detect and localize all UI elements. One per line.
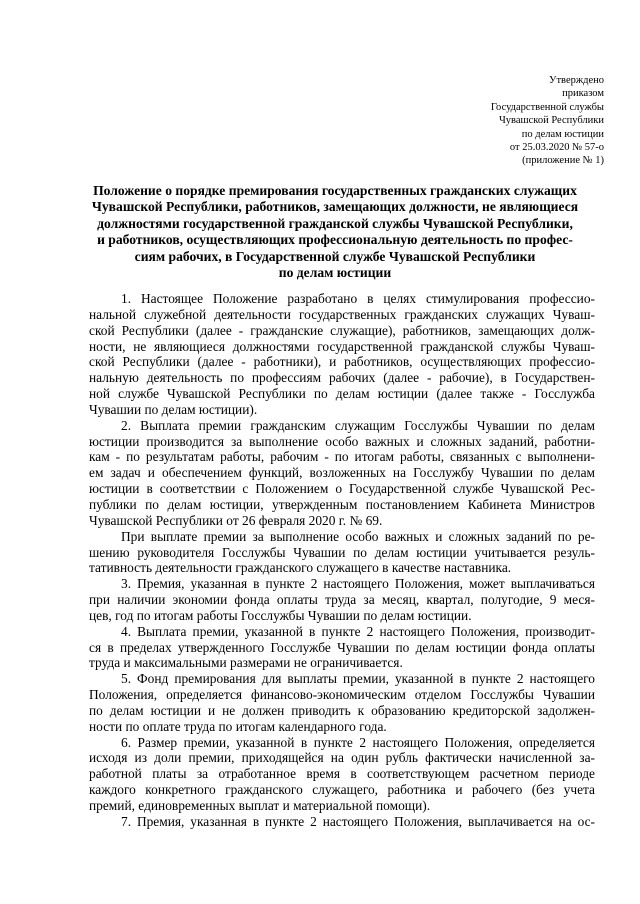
paragraph-line: 5. Фонд премирования для выплаты премии, указанной в пункте 2 настоящего <box>121 671 595 687</box>
paragraph-7 <box>89 814 595 830</box>
paragraph-line: ся в пределах утвержденного Госслужбе Чувашии по делам юстиции фонда оплаты <box>89 639 595 655</box>
paragraph-line: нальную деятельность по профессиям рабочих (далее - рабочие), в Государствен- <box>89 370 595 386</box>
title-line: сиям рабочих, в Государственной службе Чувашской Республики <box>134 248 536 264</box>
paragraph-line: ской Республики (далее - гражданские служащие), работников, замещающих долж- <box>89 322 595 338</box>
paragraph-line: цев, год по итогам работы Госслужбы Чувашии по делам юстиции. <box>89 607 472 623</box>
paragraph-line: Чувашии по делам юстиции). <box>89 401 258 417</box>
approval-line: (приложение № 1) <box>522 155 604 167</box>
paragraph-line: юстиции производится за выполнение особо важных и сложных заданий, работни- <box>89 433 595 449</box>
paragraph-line: 6. Размер премии, указанной в пункте 2 настоящего Положения, определяется <box>121 734 595 750</box>
paragraph-line: При выплате премии за выполнение особо важных и сложных заданий по ре- <box>121 528 595 544</box>
paragraph-2-continued <box>89 529 595 577</box>
paragraph-line: шению руководителя Госслужбы Чувашии по делам юстиции учитывается резуль- <box>89 544 595 560</box>
paragraph-line: исходя из доли премии, приходящейся на один рубль фактически начисленной за- <box>89 750 595 766</box>
paragraph-line: премий, единовременных выплат и материальной помощи). <box>89 798 431 813</box>
paragraph-line: 4. Выплата премии, указанной в пункте 2 настоящего Положения, производит- <box>121 623 595 639</box>
title-line: по делам юстиции <box>278 265 392 281</box>
paragraph-4 <box>89 624 595 672</box>
paragraph-line: тативность деятельности гражданского служащего в качестве наставника. <box>89 560 512 576</box>
paragraph-line: ной службе Чувашской Республики по делам юстиции (далее также - Госслужба <box>89 386 595 402</box>
approval-line: по делам юстиции <box>521 128 604 140</box>
approval-line: Чувашской Республики <box>498 115 604 127</box>
paragraph-6 <box>89 735 595 814</box>
paragraph-line: нальной служебной деятельности государственных гражданских служащих Чуваш- <box>89 306 595 322</box>
title-line: Положение о порядке премирования государственных гражданских служащих <box>93 183 577 198</box>
paragraph-line: каждого конкретного гражданского служащего, работника и рабочего (без учета <box>89 782 595 798</box>
paragraph-line: труда и максимальными размерами не ограничивается. <box>89 655 403 671</box>
approval-line: Утверждено <box>549 75 604 86</box>
paragraph-3 <box>89 576 595 624</box>
paragraph-line: ем задач и обеспечением функций, возложенных на Госслужбу Чувашии по делам <box>89 465 595 481</box>
approval-block <box>404 74 604 168</box>
approval-line: Государственной службы <box>490 101 604 113</box>
paragraph-line: ности, не являющиеся должностями государственной гражданской службы Чуваш- <box>89 338 595 354</box>
paragraph-5 <box>89 671 595 734</box>
paragraph-line: Чувашской Республики от 26 февраля 2020 г. № 69. <box>89 512 383 528</box>
approval-line: приказом <box>562 88 604 100</box>
paragraph-line: при наличии экономии фонда оплаты труда за месяц, квартал, полугодие, 9 меся- <box>89 592 595 608</box>
paragraph-line: по делам юстиции и не должен приводить к образованию кредиторской задолжен- <box>89 702 595 718</box>
paragraph-2 <box>89 418 595 529</box>
paragraph-line: 7. Премия, указанная в пункте 2 настоящего Положения, выплачивается на ос- <box>121 813 595 829</box>
title-line: должностями государственной гражданской службы Чувашской Республики, <box>97 215 573 231</box>
paragraph-line: 3. Премия, указанная в пункте 2 настоящего Положения, может выплачиваться <box>121 576 595 592</box>
paragraph-line: 1. Настоящее Положение разработано в целях стимулирования профессио- <box>121 291 595 306</box>
document-body <box>89 291 595 830</box>
paragraph-line: кам - по результатам работы, рабочим - по итогам работы, связанных с выполнени- <box>89 449 595 465</box>
paragraph-line: публики по делам юстиции, утвержденным постановлением Кабинета Министров <box>89 496 595 512</box>
paragraph-line: Положения, определяется финансово-экономическим отделом Госслужбы Чувашии <box>89 687 595 703</box>
paragraph-1 <box>89 291 595 418</box>
paragraph-line: юстиции в соответствии с Положением о Государственной службе Чувашской Рес- <box>89 481 595 497</box>
paragraph-line: 2. Выплата премии гражданским служащим Госслужбы Чувашии по делам <box>121 417 595 433</box>
title-line: и работников, осуществляющих профессиональную деятельность по профес- <box>97 232 573 248</box>
paragraph-line: работной платы за отработанное время в соответствующем расчетном периоде <box>89 766 595 782</box>
document-title <box>80 183 590 281</box>
paragraph-line: ской Республики (далее - работники), и работников, осуществляющих профессио- <box>89 354 595 370</box>
approval-line: от 25.03.2020 № 57-о <box>509 142 604 154</box>
title-line: Чувашской Республики, работников, замещающих должности, не являющиеся <box>91 199 579 215</box>
paragraph-line: ности по оплате труда по итогам календарного года. <box>89 718 387 734</box>
